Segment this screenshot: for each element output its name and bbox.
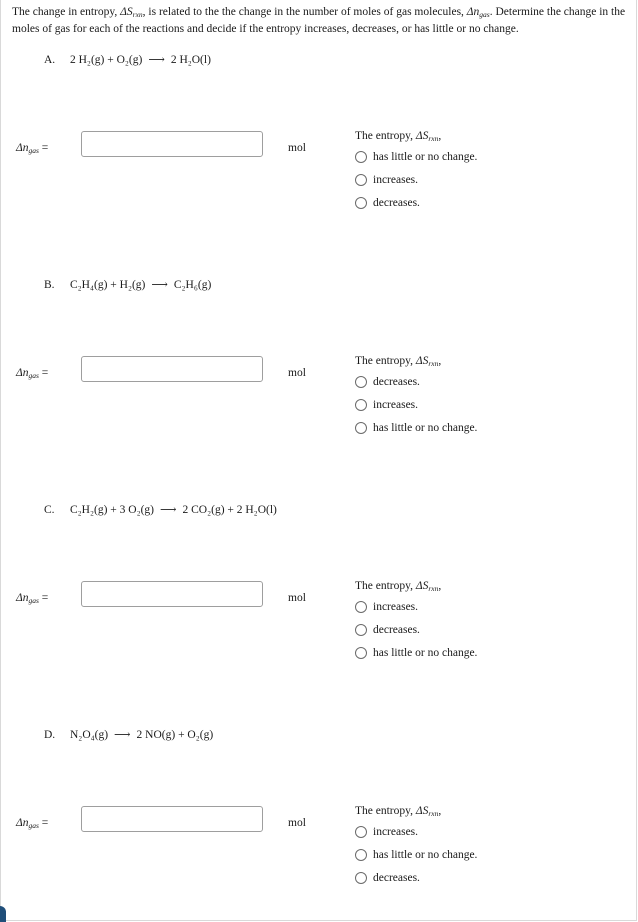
option-label: has little or no change. — [373, 150, 478, 163]
delta-n-label: $\Delta n_{gas}$ = — [16, 817, 49, 830]
entropy-prompt: The entropy, $\Delta S_{rxn}$, — [355, 355, 442, 368]
radio-button[interactable] — [355, 826, 367, 838]
entropy-option-1[interactable] — [355, 595, 625, 618]
option-label: decreases. — [373, 375, 420, 388]
entropy-option-2[interactable] — [355, 618, 625, 641]
delta-n-input[interactable] — [81, 581, 263, 607]
reaction-arrow-icon: ⟶ — [160, 504, 177, 516]
entropy-option-3[interactable] — [355, 641, 625, 664]
option-label: has little or no change. — [373, 848, 478, 861]
entropy-option-3[interactable] — [355, 191, 625, 214]
products: C₂H₆(g) — [173, 279, 212, 291]
delta-s-symbol: $\Delta S_{rxn}$ — [120, 6, 143, 19]
option-label: increases. — [373, 600, 419, 613]
radio-button[interactable] — [355, 422, 367, 434]
reaction-arrow-icon: ⟶ — [151, 279, 168, 291]
question-letter: B. — [44, 279, 55, 291]
reactants: C₂H₄(g) + H₂(g) — [70, 279, 146, 291]
unit-label: mol — [288, 817, 306, 829]
question-letter: D. — [44, 729, 56, 741]
radio-button[interactable] — [355, 849, 367, 861]
radio-button[interactable] — [355, 601, 367, 613]
option-label: increases. — [373, 173, 419, 186]
option-label: decreases. — [373, 871, 420, 884]
entropy-prompt: The entropy, $\Delta S_{rxn}$, — [355, 130, 442, 143]
intro-text-2: , is related to the the change in the number of moles of gas molecules, — [142, 6, 467, 18]
products: 2 H₂O(l) — [170, 54, 211, 66]
entropy-option-1[interactable] — [355, 370, 625, 393]
option-label: decreases. — [373, 623, 420, 636]
reaction-arrow-icon: ⟶ — [114, 729, 131, 741]
intro-text-1: The change in entropy, — [12, 6, 121, 18]
option-label: increases. — [373, 825, 419, 838]
option-label: increases. — [373, 398, 419, 411]
entropy-choice — [355, 578, 625, 664]
entropy-option-1[interactable] — [355, 820, 625, 843]
radio-button[interactable] — [355, 197, 367, 209]
entropy-choice — [355, 353, 625, 439]
reaction-arrow-icon: ⟶ — [148, 54, 165, 66]
delta-n-label: $\Delta n_{gas}$ = — [16, 592, 49, 605]
radio-button[interactable] — [355, 624, 367, 636]
delta-n-symbol: $\Delta n_{gas}$ — [466, 6, 490, 19]
reaction-equation — [44, 52, 211, 66]
radio-button[interactable] — [355, 151, 367, 163]
question-letter: C. — [44, 504, 55, 516]
instructions — [12, 4, 632, 38]
reaction-equation — [44, 277, 211, 291]
question-d — [0, 727, 638, 922]
entropy-prompt: The entropy, $\Delta S_{rxn}$, — [355, 580, 442, 593]
reactants: N₂O₄(g) — [70, 729, 109, 741]
entropy-option-2[interactable] — [355, 168, 625, 191]
reaction-equation — [44, 727, 213, 741]
delta-n-label: $\Delta n_{gas}$ = — [16, 367, 49, 380]
question-c — [0, 502, 638, 727]
entropy-option-3[interactable] — [355, 416, 625, 439]
unit-label: mol — [288, 142, 306, 154]
delta-n-input[interactable] — [81, 356, 263, 382]
unit-label: mol — [288, 592, 306, 604]
entropy-option-3[interactable] — [355, 866, 625, 889]
option-label: has little or no change. — [373, 646, 478, 659]
question-a — [0, 52, 638, 277]
page-edge-tab — [0, 906, 6, 922]
question-letter: A. — [44, 54, 56, 66]
radio-button[interactable] — [355, 872, 367, 884]
entropy-choice — [355, 128, 625, 214]
radio-button[interactable] — [355, 376, 367, 388]
entropy-option-2[interactable] — [355, 843, 625, 866]
radio-button[interactable] — [355, 399, 367, 411]
question-b — [0, 277, 638, 502]
entropy-option-2[interactable] — [355, 393, 625, 416]
delta-n-label: $\Delta n_{gas}$ = — [16, 142, 49, 155]
reactants: 2 H₂(g) + O₂(g) — [70, 54, 143, 66]
entropy-prompt: The entropy, $\Delta S_{rxn}$, — [355, 805, 442, 818]
products: 2 NO(g) + O₂(g) — [136, 729, 214, 741]
delta-n-input[interactable] — [81, 806, 263, 832]
products: 2 CO₂(g) + 2 H₂O(l) — [182, 504, 277, 516]
intro-text-3: . Determine the change in the moles of gas for each of the reactions and decide if the entropy increases, decreases, or has little or no change. — [12, 6, 626, 35]
reaction-equation — [44, 502, 277, 516]
reactants: C₂H₂(g) + 3 O₂(g) — [70, 504, 154, 516]
entropy-choice — [355, 803, 625, 889]
option-label: has little or no change. — [373, 421, 478, 434]
unit-label: mol — [288, 367, 306, 379]
radio-button[interactable] — [355, 647, 367, 659]
entropy-option-1[interactable] — [355, 145, 625, 168]
option-label: decreases. — [373, 196, 420, 209]
radio-button[interactable] — [355, 174, 367, 186]
delta-n-input[interactable] — [81, 131, 263, 157]
